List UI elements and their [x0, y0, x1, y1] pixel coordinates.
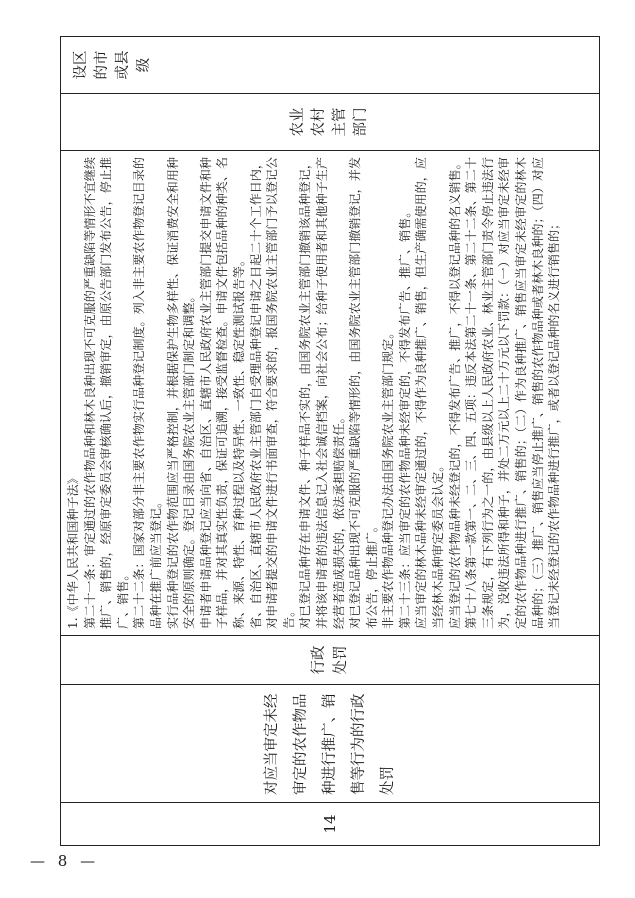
legal-basis-paragraph: 非主要农作物品种登记办法由国务院农业主管部门规定。	[381, 326, 396, 629]
legal-basis-paragraph: 对已登记品种存在申请文件、种子样品不实的，由国务院农业主管部门撤销该品种登记，并将该申请者的违法信息记入社会诚信档案，向社会公布；给种子使用者和其他种子生产经营者造成损失的，依法承担赔偿责任。	[298, 157, 346, 629]
legal-basis-paragraph: 第二十一条：审定通过的农作物品种和林木良种出现不可克服的严重缺陷等情形不宜继续推广、销售的，经原审定委员会审核确认后，撤销审定，由原公告部门发布公告，停止推广、销售。	[82, 157, 130, 629]
responsibility-table	[60, 36, 600, 846]
dept-text: 农业农村主管部门	[290, 107, 369, 137]
legal-basis-paragraph: 1.《中华人民共和国种子法》	[66, 472, 80, 629]
legal-basis-paragraph: 应当登记的农作物品种未经登记的，不得发布广告、推广，不得以登记品种的名义销售。	[447, 157, 462, 629]
legal-basis-paragraph: 对已登记品种出现不可克服的严重缺陷等情形的，由国务院农业主管部门撤销登记，并发布公告，停止推广。	[348, 157, 379, 629]
level-text: 设区的市或县级	[73, 50, 152, 80]
legal-basis-paragraph: 省、自治区、直辖市人民政府农业主管部门自受理品种登记申请之日起二十个工作日内，对申请者提交的申请文件进行书面审查，符合要求的，报国务院农业主管部门予以登记公告。	[248, 157, 296, 629]
legal-basis-paragraph: 实行品种登记的农作物范围应当严格控制，并根据保护生物多样性、保证消费安全和用种安全的原则确定。登记目录由国务院农业主管部门制定和调整。	[165, 157, 197, 629]
page-number: — 8 —	[30, 852, 100, 870]
row-number: 14	[61, 803, 600, 846]
legal-basis-paragraph: 第七十八条第一款第一、二、三、四、五项：违反本法第二十一条、第二十二条、第二十三条规定，有下列行为之一的，由县级以上人民政府农业、林业主管部门责令停止违法行为，没收违法所得和种子，并处二万元以上二十万元以下罚款：（一）对应当审定未经审定的农作物品种进行推广、销售的；（二）作为良种推广、销售应当审定未经审定的林木品种的；（三）推广、销售应当停止推广、销售的农作物品种或者林木良种的；（四）对应当登记未经登记的农作物品种进行推广，或者以登记品种的名义进行销售的；	[464, 157, 562, 629]
legal-basis-cell	[61, 151, 600, 636]
legal-basis-paragraph: 申请者申请品种登记应当向省、自治区、直辖市人民政府农业主管部门提交申请文件和种子样品，并对其真实性负责，保证可追溯，接受监督检查。申请文件包括品种的种类、名称、来源、特性、育种过程以及特异性、一致性、稳定性测试报告等。	[198, 157, 246, 629]
legal-basis-paragraph: 第二十三条：应当审定的农作物品种未经审定的，不得发布广告、推广、销售。	[397, 205, 412, 629]
level-cell	[61, 37, 600, 94]
table-row	[61, 37, 600, 846]
legal-basis-text	[65, 157, 563, 629]
dept-cell	[61, 94, 600, 151]
legal-basis-paragraph: 应当审定的林木品种未经审定通过的，不得作为良种推广、销售，但生产确需使用的，应当经林木品种审定委员会认定。	[414, 157, 446, 629]
category-text: 行政处罚	[311, 645, 349, 675]
rotated-table-page	[60, 36, 600, 846]
legal-basis-paragraph: 第二十二条：国家对部分非主要农作物实行品种登记制度。列入非主要农作物登记目录的品种在推广前应当登记。	[132, 157, 163, 629]
category-cell	[61, 636, 600, 685]
item-name: 对应当审定未经审定的农作物品种进行推广、销售等行为的行政处罚	[61, 685, 600, 803]
